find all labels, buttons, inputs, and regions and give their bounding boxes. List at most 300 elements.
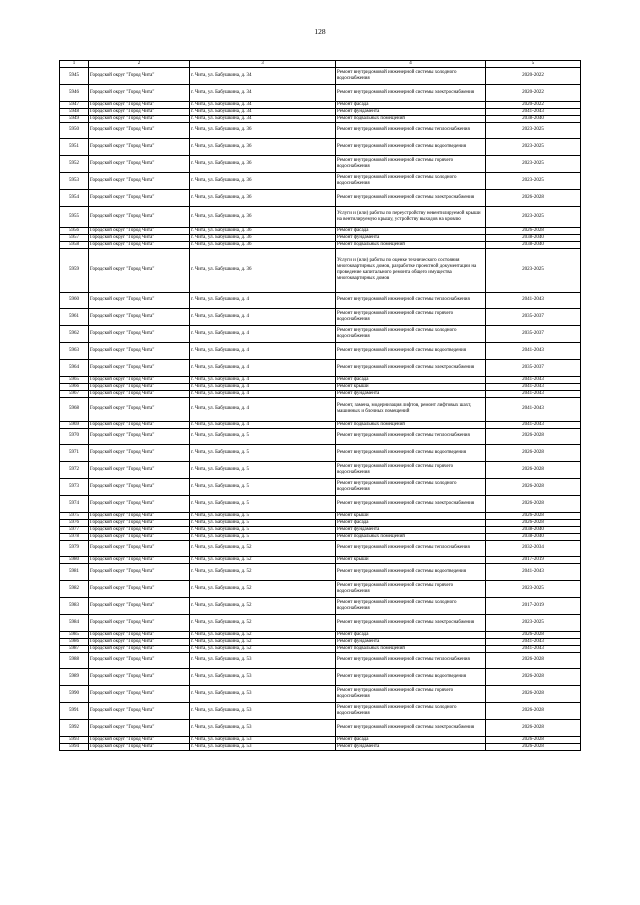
period-cell: 2026-2028: [486, 462, 581, 479]
work-type-cell: Ремонт внутридомовой инженерной системы водоотведения: [336, 669, 486, 686]
period-cell: 2035-2037: [486, 326, 581, 343]
period-cell: 2020-2022: [486, 68, 581, 85]
municipality-cell: Городской округ "Город Чита": [89, 309, 190, 326]
address-cell: г. Чита, ул. Бабушкина, д. 36: [190, 206, 336, 227]
period-cell: 2026-2028: [486, 227, 581, 234]
row-number-cell: 5954: [60, 189, 89, 206]
capital-repair-table: [59, 60, 581, 751]
row-number-cell: 5980: [60, 557, 89, 564]
municipality-cell: Городской округ "Город Чита": [89, 540, 190, 557]
row-number-cell: 5975: [60, 512, 89, 519]
row-number-cell: 5961: [60, 309, 89, 326]
municipality-cell: Городской округ "Город Чита": [89, 428, 190, 445]
table-row: [60, 421, 581, 428]
work-type-cell: Ремонт фундамента: [336, 638, 486, 645]
work-type-cell: Ремонт фундамента: [336, 234, 486, 241]
row-number-cell: 5974: [60, 495, 89, 512]
municipality-cell: Городской округ "Город Чита": [89, 390, 190, 397]
municipality-cell: Городской округ "Город Чита": [89, 241, 190, 248]
municipality-cell: Городской округ "Город Чита": [89, 122, 190, 139]
row-number-cell: 5967: [60, 390, 89, 397]
table-row: [60, 669, 581, 686]
row-number-cell: 5949: [60, 115, 89, 122]
address-cell: г. Чита, ул. Бабушкина, д. 36: [190, 156, 336, 173]
table-row: [60, 686, 581, 703]
period-cell: 2026-2028: [486, 686, 581, 703]
municipality-cell: Городской округ "Город Чита": [89, 533, 190, 540]
period-cell: 2026-2028: [486, 669, 581, 686]
row-number-cell: 5971: [60, 445, 89, 462]
table-body: [60, 61, 581, 751]
period-cell: 2026-2028: [486, 478, 581, 495]
table-row: [60, 638, 581, 645]
row-number-cell: 5951: [60, 139, 89, 156]
row-number-cell: 5966: [60, 383, 89, 390]
work-type-cell: Ремонт внутридомовой инженерной системы теплоснабжения: [336, 652, 486, 669]
row-number-cell: 5962: [60, 326, 89, 343]
period-cell: 2023-2025: [486, 206, 581, 227]
municipality-cell: Городской округ "Город Чита": [89, 614, 190, 631]
work-type-cell: Ремонт внутридомовой инженерной системы горячего водоснабжения: [336, 581, 486, 598]
table-row: [60, 478, 581, 495]
period-cell: 2026-2028: [486, 743, 581, 750]
header-cell: 5: [486, 61, 581, 68]
table-row: [60, 342, 581, 359]
row-number-cell: 5983: [60, 597, 89, 614]
work-type-cell: Ремонт внутридомовой инженерной системы водоотведения: [336, 139, 486, 156]
address-cell: г. Чита, ул. Бабушкина, д. 34: [190, 115, 336, 122]
table-row: [60, 462, 581, 479]
address-cell: г. Чита, ул. Бабушкина, д. 53: [190, 652, 336, 669]
period-cell: 2026-2028: [486, 519, 581, 526]
period-cell: 2032-2034: [486, 540, 581, 557]
header-cell: 1: [60, 61, 89, 68]
period-cell: 2026-2028: [486, 512, 581, 519]
table-row: [60, 248, 581, 292]
work-type-cell: Ремонт внутридомовой инженерной системы горячего водоснабжения: [336, 462, 486, 479]
row-number-cell: 5977: [60, 526, 89, 533]
table-row: [60, 652, 581, 669]
row-number-cell: 5970: [60, 428, 89, 445]
row-number-cell: 5972: [60, 462, 89, 479]
row-number-cell: 5960: [60, 292, 89, 309]
work-type-cell: Ремонт внутридомовой инженерной системы горячего водоснабжения: [336, 156, 486, 173]
row-number-cell: 5985: [60, 631, 89, 638]
table-row: [60, 631, 581, 638]
period-cell: 2023-2025: [486, 139, 581, 156]
table-row: [60, 115, 581, 122]
address-cell: г. Чита, ул. Бабушкина, д. 36: [190, 122, 336, 139]
address-cell: г. Чита, ул. Бабушкина, д. 4: [190, 359, 336, 376]
work-type-cell: Ремонт подвальных помещений: [336, 421, 486, 428]
row-number-cell: 5953: [60, 172, 89, 189]
period-cell: 2023-2025: [486, 172, 581, 189]
work-type-cell: Ремонт внутридомовой инженерной системы теплоснабжения: [336, 540, 486, 557]
address-cell: г. Чита, ул. Бабушкина, д. 52: [190, 540, 336, 557]
table-row: [60, 445, 581, 462]
work-type-cell: Ремонт внутридомовой инженерной системы водоотведения: [336, 564, 486, 581]
table-row: [60, 383, 581, 390]
row-number-cell: 5987: [60, 645, 89, 652]
address-cell: г. Чита, ул. Бабушкина, д. 53: [190, 669, 336, 686]
municipality-cell: Городской округ "Город Чита": [89, 84, 190, 101]
period-cell: 2041-2043: [486, 421, 581, 428]
table-row: [60, 206, 581, 227]
address-cell: г. Чита, ул. Бабушкина, д. 4: [190, 309, 336, 326]
municipality-cell: Городской округ "Город Чита": [89, 638, 190, 645]
period-cell: 2041-2043: [486, 390, 581, 397]
period-cell: 2041-2043: [486, 564, 581, 581]
period-cell: 2023-2025: [486, 248, 581, 292]
table-row: [60, 519, 581, 526]
municipality-cell: Городской округ "Город Чита": [89, 581, 190, 598]
municipality-cell: Городской округ "Город Чита": [89, 359, 190, 376]
municipality-cell: Городской округ "Город Чита": [89, 462, 190, 479]
municipality-cell: Городской округ "Город Чита": [89, 227, 190, 234]
row-number-cell: 5990: [60, 686, 89, 703]
municipality-cell: Городской округ "Город Чита": [89, 702, 190, 719]
work-type-cell: Услуги и (или) работы по оценке технического состояния многоквартирных домов, разработке проектной документации на проведение капитального ремонта общего имущества многоквартирных домов: [336, 248, 486, 292]
row-number-cell: 5978: [60, 533, 89, 540]
table-row: [60, 736, 581, 743]
work-type-cell: Ремонт внутридомовой инженерной системы электроснабжения: [336, 495, 486, 512]
work-type-cell: Ремонт внутридомовой инженерной системы водоотведения: [336, 342, 486, 359]
table-row: [60, 581, 581, 598]
work-type-cell: Ремонт фундамента: [336, 526, 486, 533]
row-number-cell: 5981: [60, 564, 89, 581]
municipality-cell: Городской округ "Город Чита": [89, 557, 190, 564]
address-cell: г. Чита, ул. Бабушкина, д. 4: [190, 326, 336, 343]
table-row: [60, 428, 581, 445]
address-cell: г. Чита, ул. Бабушкина, д. 53: [190, 743, 336, 750]
municipality-cell: Городской округ "Город Чита": [89, 101, 190, 108]
work-type-cell: Ремонт внутридомовой инженерной системы электроснабжения: [336, 719, 486, 736]
table-row: [60, 189, 581, 206]
municipality-cell: Городской округ "Город Чита": [89, 172, 190, 189]
row-number-cell: 5968: [60, 397, 89, 421]
municipality-cell: Городской округ "Город Чита": [89, 156, 190, 173]
table-row: [60, 540, 581, 557]
row-number-cell: 5979: [60, 540, 89, 557]
row-number-cell: 5976: [60, 519, 89, 526]
work-type-cell: Ремонт внутридомовой инженерной системы электроснабжения: [336, 84, 486, 101]
work-type-cell: Ремонт подвальных помещений: [336, 533, 486, 540]
period-cell: 2020-2022: [486, 84, 581, 101]
address-cell: г. Чита, ул. Бабушкина, д. 36: [190, 248, 336, 292]
address-cell: г. Чита, ул. Бабушкина, д. 53: [190, 702, 336, 719]
table-row: [60, 719, 581, 736]
row-number-cell: 5989: [60, 669, 89, 686]
address-cell: г. Чита, ул. Бабушкина, д. 5: [190, 512, 336, 519]
table-row: [60, 359, 581, 376]
municipality-cell: Городской округ "Город Чита": [89, 139, 190, 156]
table-row: [60, 526, 581, 533]
address-cell: г. Чита, ул. Бабушкина, д. 5: [190, 478, 336, 495]
table-row: [60, 101, 581, 108]
municipality-cell: Городской округ "Город Чита": [89, 189, 190, 206]
period-cell: 2026-2028: [486, 736, 581, 743]
period-cell: 2041-2043: [486, 645, 581, 652]
period-cell: 2041-2043: [486, 397, 581, 421]
work-type-cell: Ремонт фасада: [336, 519, 486, 526]
municipality-cell: Городской округ "Город Чита": [89, 597, 190, 614]
address-cell: г. Чита, ул. Бабушкина, д. 52: [190, 638, 336, 645]
address-cell: г. Чита, ул. Бабушкина, д. 34: [190, 108, 336, 115]
address-cell: г. Чита, ул. Бабушкина, д. 52: [190, 645, 336, 652]
period-cell: 2038-2040: [486, 115, 581, 122]
row-number-cell: 5984: [60, 614, 89, 631]
period-cell: 2017-2019: [486, 597, 581, 614]
address-cell: г. Чита, ул. Бабушкина, д. 4: [190, 421, 336, 428]
table-row: [60, 533, 581, 540]
municipality-cell: Городской округ "Город Чита": [89, 234, 190, 241]
table-row: [60, 376, 581, 383]
table-row: [60, 234, 581, 241]
address-cell: г. Чита, ул. Бабушкина, д. 53: [190, 736, 336, 743]
table-row: [60, 122, 581, 139]
municipality-cell: Городской округ "Город Чита": [89, 445, 190, 462]
table-row: [60, 156, 581, 173]
work-type-cell: Ремонт внутридомовой инженерной системы электроснабжения: [336, 614, 486, 631]
work-type-cell: Ремонт фундамента: [336, 108, 486, 115]
table-header-row: [60, 61, 581, 68]
work-type-cell: Ремонт внутридомовой инженерной системы холодного водоснабжения: [336, 326, 486, 343]
table-row: [60, 227, 581, 234]
table-row: [60, 108, 581, 115]
address-cell: г. Чита, ул. Бабушкина, д. 5: [190, 462, 336, 479]
row-number-cell: 5948: [60, 108, 89, 115]
work-type-cell: Ремонт внутридомовой инженерной системы холодного водоснабжения: [336, 68, 486, 85]
work-type-cell: Ремонт подвальных помещений: [336, 115, 486, 122]
header-cell: 3: [190, 61, 336, 68]
row-number-cell: 5955: [60, 206, 89, 227]
work-type-cell: Ремонт крыши: [336, 383, 486, 390]
address-cell: г. Чита, ул. Бабушкина, д. 36: [190, 172, 336, 189]
address-cell: г. Чита, ул. Бабушкина, д. 53: [190, 719, 336, 736]
work-type-cell: Ремонт фасада: [336, 101, 486, 108]
address-cell: г. Чита, ул. Бабушкина, д. 36: [190, 139, 336, 156]
table-row: [60, 702, 581, 719]
table-row: [60, 292, 581, 309]
table-row: [60, 390, 581, 397]
header-cell: 2: [89, 61, 190, 68]
municipality-cell: Городской округ "Город Чита": [89, 108, 190, 115]
address-cell: г. Чита, ул. Бабушкина, д. 34: [190, 101, 336, 108]
address-cell: г. Чита, ул. Бабушкина, д. 34: [190, 84, 336, 101]
municipality-cell: Городской округ "Город Чита": [89, 736, 190, 743]
work-type-cell: Ремонт подвальных помещений: [336, 645, 486, 652]
address-cell: г. Чита, ул. Бабушкина, д. 52: [190, 597, 336, 614]
period-cell: 2026-2028: [486, 631, 581, 638]
table-row: [60, 139, 581, 156]
address-cell: г. Чита, ул. Бабушкина, д. 36: [190, 234, 336, 241]
row-number-cell: 5988: [60, 652, 89, 669]
work-type-cell: Ремонт внутридомовой инженерной системы теплоснабжения: [336, 292, 486, 309]
work-type-cell: Ремонт внутридомовой инженерной системы горячего водоснабжения: [336, 309, 486, 326]
row-number-cell: 5964: [60, 359, 89, 376]
address-cell: г. Чита, ул. Бабушкина, д. 53: [190, 686, 336, 703]
work-type-cell: Ремонт внутридомовой инженерной системы теплоснабжения: [336, 122, 486, 139]
row-number-cell: 5959: [60, 248, 89, 292]
address-cell: г. Чита, ул. Бабушкина, д. 34: [190, 68, 336, 85]
address-cell: г. Чита, ул. Бабушкина, д. 36: [190, 227, 336, 234]
work-type-cell: Ремонт крыши: [336, 512, 486, 519]
table-row: [60, 172, 581, 189]
period-cell: 2041-2043: [486, 383, 581, 390]
period-cell: 2041-2043: [486, 108, 581, 115]
period-cell: 2038-2040: [486, 526, 581, 533]
table-row: [60, 326, 581, 343]
row-number-cell: 5945: [60, 68, 89, 85]
work-type-cell: Ремонт внутридомовой инженерной системы электроснабжения: [336, 359, 486, 376]
table-row: [60, 597, 581, 614]
period-cell: 2038-2040: [486, 234, 581, 241]
municipality-cell: Городской округ "Город Чита": [89, 526, 190, 533]
municipality-cell: Городской округ "Город Чита": [89, 326, 190, 343]
table-row: [60, 564, 581, 581]
period-cell: 2020-2022: [486, 101, 581, 108]
address-cell: г. Чита, ул. Бабушкина, д. 4: [190, 383, 336, 390]
work-type-cell: Ремонт фасада: [336, 376, 486, 383]
work-type-cell: Ремонт внутридомовой инженерной системы холодного водоснабжения: [336, 478, 486, 495]
municipality-cell: Городской округ "Город Чита": [89, 383, 190, 390]
municipality-cell: Городской округ "Город Чита": [89, 519, 190, 526]
period-cell: 2026-2028: [486, 189, 581, 206]
table-row: [60, 645, 581, 652]
work-type-cell: Ремонт внутридомовой инженерной системы холодного водоснабжения: [336, 702, 486, 719]
table-row: [60, 241, 581, 248]
period-cell: 2026-2028: [486, 719, 581, 736]
address-cell: г. Чита, ул. Бабушкина, д. 52: [190, 631, 336, 638]
address-cell: г. Чита, ул. Бабушкина, д. 52: [190, 581, 336, 598]
period-cell: 2026-2028: [486, 652, 581, 669]
table-row: [60, 495, 581, 512]
table-row: [60, 614, 581, 631]
row-number-cell: 5969: [60, 421, 89, 428]
municipality-cell: Городской округ "Город Чита": [89, 564, 190, 581]
period-cell: 2035-2037: [486, 359, 581, 376]
municipality-cell: Городской округ "Город Чита": [89, 719, 190, 736]
table-row: [60, 309, 581, 326]
address-cell: г. Чита, ул. Бабушкина, д. 4: [190, 292, 336, 309]
table-row: [60, 557, 581, 564]
municipality-cell: Городской округ "Город Чита": [89, 495, 190, 512]
address-cell: г. Чита, ул. Бабушкина, д. 5: [190, 519, 336, 526]
row-number-cell: 5986: [60, 638, 89, 645]
period-cell: 2026-2028: [486, 495, 581, 512]
period-cell: 2023-2025: [486, 122, 581, 139]
row-number-cell: 5992: [60, 719, 89, 736]
address-cell: г. Чита, ул. Бабушкина, д. 5: [190, 526, 336, 533]
address-cell: г. Чита, ул. Бабушкина, д. 52: [190, 614, 336, 631]
table-row: [60, 68, 581, 85]
municipality-cell: Городской округ "Город Чита": [89, 652, 190, 669]
municipality-cell: Городской округ "Город Чита": [89, 115, 190, 122]
municipality-cell: Городской округ "Город Чита": [89, 248, 190, 292]
header-cell: 4: [336, 61, 486, 68]
row-number-cell: 5993: [60, 736, 89, 743]
municipality-cell: Городской округ "Город Чита": [89, 421, 190, 428]
period-cell: 2023-2025: [486, 581, 581, 598]
municipality-cell: Городской округ "Город Чита": [89, 397, 190, 421]
table-row: [60, 397, 581, 421]
address-cell: г. Чита, ул. Бабушкина, д. 5: [190, 495, 336, 512]
municipality-cell: Городской округ "Город Чита": [89, 68, 190, 85]
municipality-cell: Городской округ "Город Чита": [89, 743, 190, 750]
address-cell: г. Чита, ул. Бабушкина, д. 5: [190, 445, 336, 462]
address-cell: г. Чита, ул. Бабушкина, д. 4: [190, 390, 336, 397]
row-number-cell: 5991: [60, 702, 89, 719]
address-cell: г. Чита, ул. Бабушкина, д. 52: [190, 557, 336, 564]
address-cell: г. Чита, ул. Бабушкина, д. 52: [190, 564, 336, 581]
municipality-cell: Городской округ "Город Чита": [89, 686, 190, 703]
period-cell: 2038-2040: [486, 533, 581, 540]
work-type-cell: Ремонт фасада: [336, 631, 486, 638]
period-cell: 2035-2037: [486, 309, 581, 326]
row-number-cell: 5950: [60, 122, 89, 139]
period-cell: 2026-2028: [486, 702, 581, 719]
row-number-cell: 5965: [60, 376, 89, 383]
work-type-cell: Ремонт фасада: [336, 736, 486, 743]
period-cell: 2041-2043: [486, 638, 581, 645]
row-number-cell: 5956: [60, 227, 89, 234]
municipality-cell: Городской округ "Город Чита": [89, 669, 190, 686]
address-cell: г. Чита, ул. Бабушкина, д. 4: [190, 342, 336, 359]
period-cell: 2026-2028: [486, 445, 581, 462]
work-type-cell: Ремонт внутридомовой инженерной системы водоотведения: [336, 445, 486, 462]
address-cell: г. Чита, ул. Бабушкина, д. 4: [190, 397, 336, 421]
address-cell: г. Чита, ул. Бабушкина, д. 5: [190, 533, 336, 540]
row-number-cell: 5952: [60, 156, 89, 173]
row-number-cell: 5947: [60, 101, 89, 108]
address-cell: г. Чита, ул. Бабушкина, д. 36: [190, 189, 336, 206]
work-type-cell: Ремонт крыши: [336, 557, 486, 564]
municipality-cell: Городской округ "Город Чита": [89, 645, 190, 652]
municipality-cell: Городской округ "Город Чита": [89, 478, 190, 495]
period-cell: 2038-2040: [486, 241, 581, 248]
table-row: [60, 512, 581, 519]
work-type-cell: Ремонт фасада: [336, 227, 486, 234]
address-cell: г. Чита, ул. Бабушкина, д. 4: [190, 376, 336, 383]
period-cell: 2026-2028: [486, 428, 581, 445]
work-type-cell: Ремонт внутридомовой инженерной системы горячего водоснабжения: [336, 686, 486, 703]
period-cell: 2023-2025: [486, 156, 581, 173]
period-cell: 2017-2019: [486, 557, 581, 564]
work-type-cell: Ремонт, замена, модернизация лифтов, ремонт лифтовых шахт, машинных и блочных помещений: [336, 397, 486, 421]
work-type-cell: Ремонт внутридомовой инженерной системы теплоснабжения: [336, 428, 486, 445]
period-cell: 2041-2043: [486, 376, 581, 383]
municipality-cell: Городской округ "Город Чита": [89, 342, 190, 359]
row-number-cell: 5982: [60, 581, 89, 598]
period-cell: 2041-2043: [486, 342, 581, 359]
row-number-cell: 5958: [60, 241, 89, 248]
row-number-cell: 5957: [60, 234, 89, 241]
municipality-cell: Городской округ "Город Чита": [89, 376, 190, 383]
work-type-cell: Услуги и (или) работы по переустройству невентилируемой крыши на вентилируемую крышу, устройству выходов на кровлю: [336, 206, 486, 227]
work-type-cell: Ремонт фундамента: [336, 743, 486, 750]
work-type-cell: Ремонт внутридомовой инженерной системы холодного водоснабжения: [336, 172, 486, 189]
table-row: [60, 84, 581, 101]
work-type-cell: Ремонт подвальных помещений: [336, 241, 486, 248]
period-cell: 2023-2025: [486, 614, 581, 631]
address-cell: г. Чита, ул. Бабушкина, д. 5: [190, 428, 336, 445]
municipality-cell: Городской округ "Город Чита": [89, 206, 190, 227]
page-number: 128: [314, 27, 326, 36]
row-number-cell: 5973: [60, 478, 89, 495]
municipality-cell: Городской округ "Город Чита": [89, 512, 190, 519]
work-type-cell: Ремонт внутридомовой инженерной системы холодного водоснабжения: [336, 597, 486, 614]
address-cell: г. Чита, ул. Бабушкина, д. 36: [190, 241, 336, 248]
